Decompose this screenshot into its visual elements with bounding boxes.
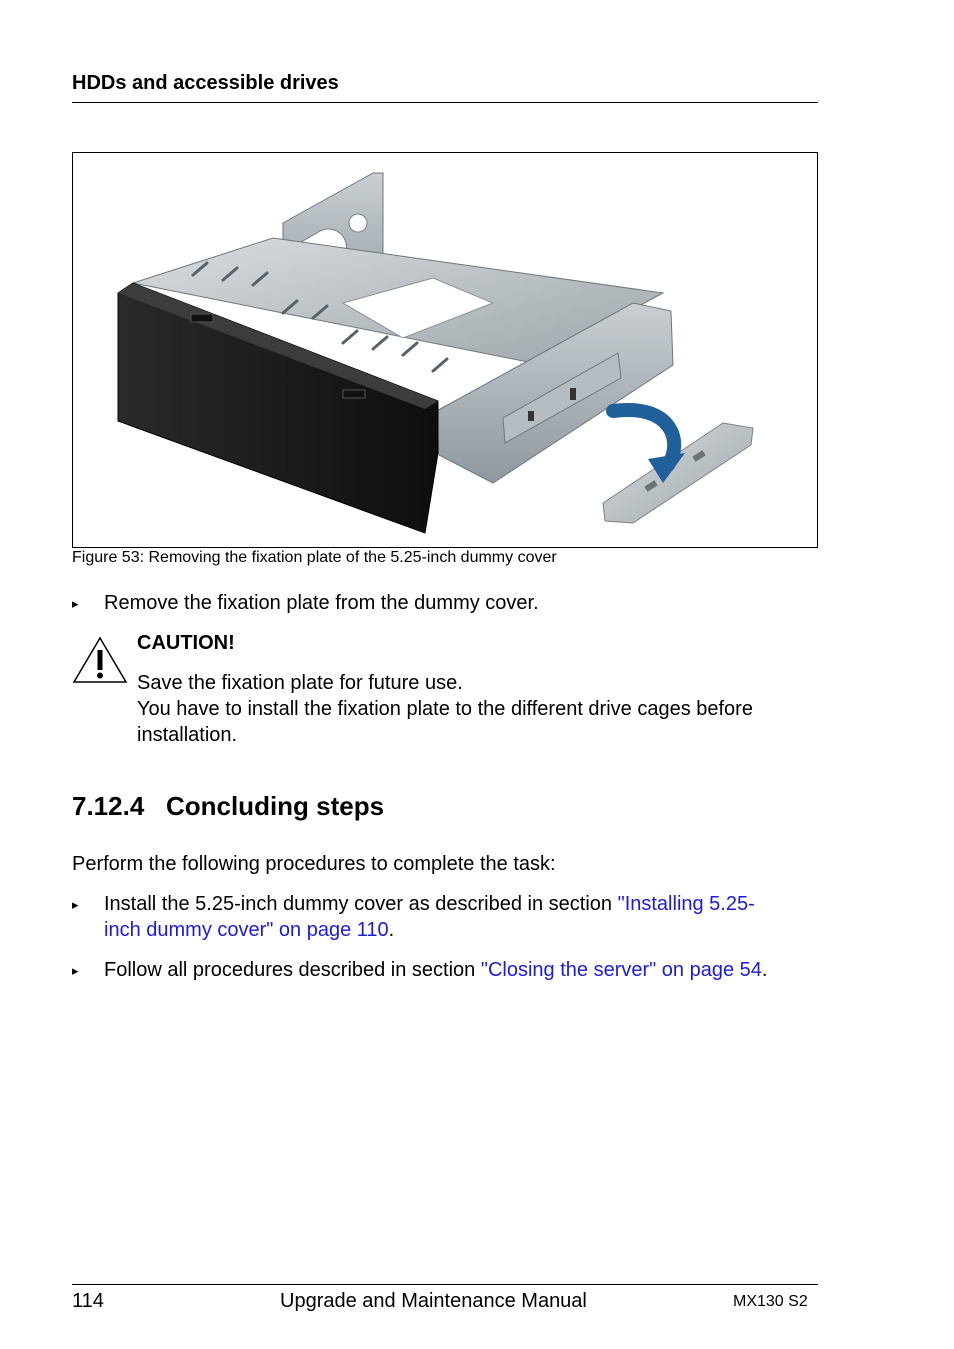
figure-caption: Figure 53: Removing the fixation plate of the 5.25-inch dummy cover	[72, 549, 557, 566]
list-item-text: Follow all procedures described in section	[104, 959, 481, 981]
model-name: MX130 S2	[733, 1293, 808, 1310]
list-item	[104, 957, 767, 983]
caution-title: CAUTION!	[137, 632, 235, 654]
figure-frame	[72, 152, 818, 548]
footer-divider	[72, 1284, 818, 1285]
manual-title: Upgrade and Maintenance Manual	[280, 1290, 587, 1312]
bullet-marker: ▸	[72, 596, 79, 611]
step-text: Remove the fixation plate from the dummy cover.	[104, 592, 539, 614]
caution-line-3: installation.	[137, 724, 238, 746]
header-divider	[72, 102, 818, 103]
link-installing-dummy-cover[interactable]: "Installing 5.25-	[617, 893, 755, 915]
drive-cage-illustration	[73, 153, 817, 547]
bullet-marker: ▸	[72, 897, 79, 912]
list-item	[104, 891, 755, 917]
section-intro: Perform the following procedures to complete the task:	[72, 853, 556, 875]
link-installing-dummy-cover-cont[interactable]: inch dummy cover" on page 110	[104, 919, 389, 941]
list-item-continuation	[104, 917, 394, 943]
caution-line-1: Save the fixation plate for future use.	[137, 672, 463, 694]
bullet-marker: ▸	[72, 963, 79, 978]
list-item-period: .	[388, 919, 395, 941]
list-item-text: Install the 5.25-inch dummy cover as described in section	[104, 893, 618, 915]
caution-line-2: You have to install the fixation plate to the different drive cages before	[137, 698, 753, 720]
caution-icon	[72, 636, 128, 684]
page-number: 114	[72, 1290, 104, 1312]
list-item-period: .	[761, 959, 768, 981]
section-heading: 7.12.4 Concluding steps	[72, 791, 385, 821]
running-header: HDDs and accessible drives	[72, 72, 339, 94]
link-closing-server[interactable]: "Closing the server" on page 54	[480, 959, 762, 981]
